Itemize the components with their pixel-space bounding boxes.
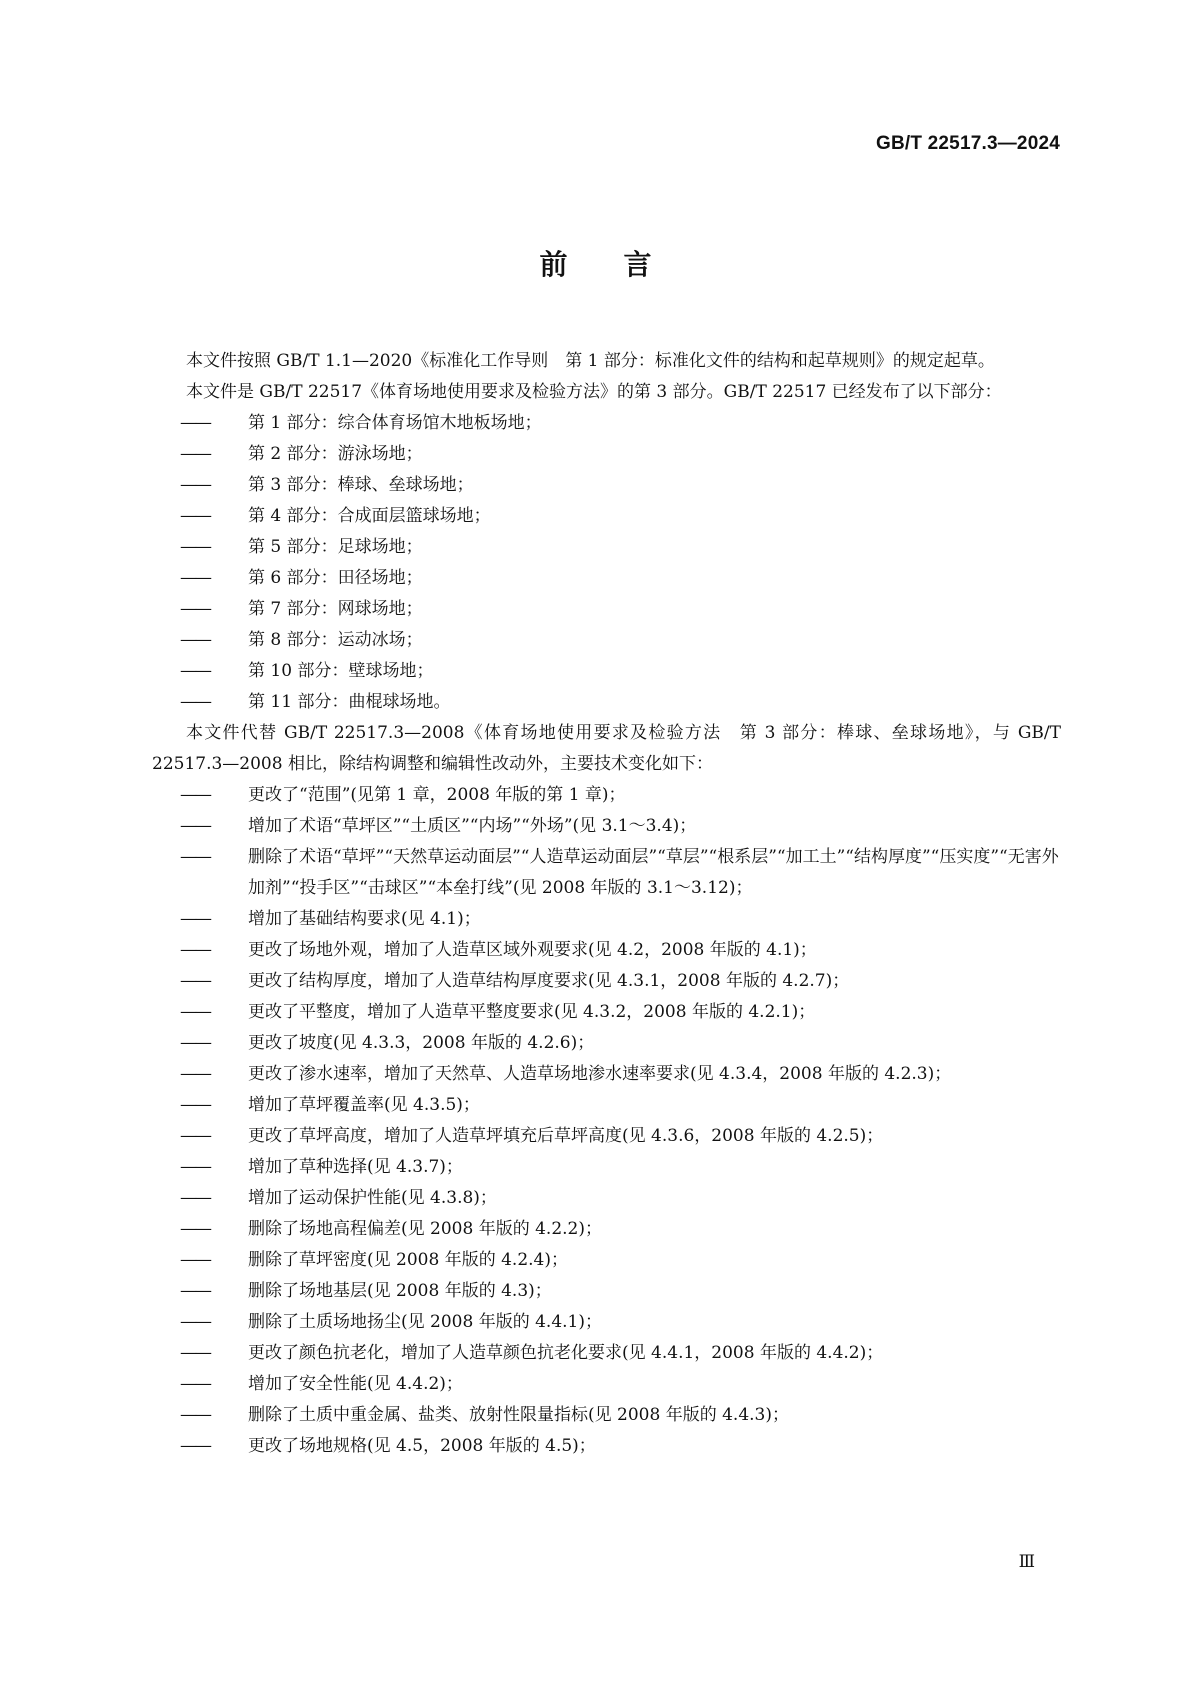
dash-marker: —— — [180, 1002, 210, 1022]
list-item: —— 第 7 部分：网球场地； — [186, 594, 1061, 625]
changes-list — [152, 780, 1061, 1462]
parts-list — [152, 408, 1061, 718]
dash-marker: —— — [180, 1126, 210, 1146]
list-item: —— 第 11 部分：曲棍球场地。 — [186, 687, 1061, 718]
standard-code: GB/T 22517.3—2024 — [875, 133, 1060, 154]
dash-marker: —— — [180, 1095, 210, 1115]
dash-marker: —— — [180, 506, 210, 526]
list-item: —— 增加了草坪覆盖率(见 4.3.5)； — [186, 1090, 1061, 1121]
dash-marker: —— — [180, 475, 210, 495]
list-item: —— 第 6 部分：田径场地； — [186, 563, 1061, 594]
dash-marker: —— — [180, 1064, 210, 1084]
dash-marker: —— — [180, 568, 210, 588]
list-item: —— 更改了结构厚度，增加了人造草结构厚度要求(见 4.3.1，2008 年版的 4.2.7)； — [186, 966, 1061, 997]
dash-marker: —— — [180, 1405, 210, 1425]
list-item: —— 删除了土质中重金属、盐类、放射性限量指标(见 2008 年版的 4.4.3)； — [186, 1400, 1061, 1431]
list-item: —— 更改了颜色抗老化，增加了人造草颜色抗老化要求(见 4.4.1，2008 年版的 4.4.2)； — [186, 1338, 1061, 1369]
dash-marker: —— — [180, 1343, 210, 1363]
dash-marker: —— — [180, 1157, 210, 1177]
page-title: 前言 — [539, 248, 708, 281]
paragraph-parts-intro: 本文件是 GB/T 22517《体育场地使用要求及检验方法》的第 3 部分。GB/T 22517 已经发布了以下部分： — [186, 382, 1002, 402]
list-item: —— 第 8 部分：运动冰场； — [186, 625, 1061, 656]
list-item: —— 第 4 部分：合成面层篮球场地； — [186, 501, 1061, 532]
dash-marker: —— — [180, 537, 210, 557]
list-item: —— 更改了“范围”(见第 1 章，2008 年版的第 1 章)； — [186, 780, 1061, 811]
list-item: —— 增加了安全性能(见 4.4.2)； — [186, 1369, 1061, 1400]
dash-marker: —— — [180, 909, 210, 929]
list-item: —— 删除了场地高程偏差(见 2008 年版的 4.2.2)； — [186, 1214, 1061, 1245]
list-item: —— 增加了运动保护性能(见 4.3.8)； — [186, 1183, 1061, 1214]
paragraph-drafting-rule: 本文件按照 GB/T 1.1—2020《标准化工作导则 第 1 部分：标准化文件的结构和起草规则》的规定起草。 — [186, 351, 995, 371]
dash-marker: —— — [180, 1312, 210, 1332]
list-item: —— 更改了场地规格(见 4.5，2008 年版的 4.5)； — [186, 1431, 1061, 1462]
dash-marker: —— — [180, 630, 210, 650]
list-item: —— 更改了场地外观，增加了人造草区域外观要求(见 4.2，2008 年版的 4.1)； — [186, 935, 1061, 966]
dash-marker: —— — [180, 1250, 210, 1270]
dash-marker: —— — [180, 661, 210, 681]
list-item: —— 删除了场地基层(见 2008 年版的 4.3)； — [186, 1276, 1061, 1307]
list-item: —— 增加了术语“草坪区”“土质区”“内场”“外场”(见 3.1～3.4)； — [186, 811, 1061, 842]
list-item: —— 第 10 部分：壁球场地； — [186, 656, 1061, 687]
dash-marker: —— — [180, 1188, 210, 1208]
dash-marker: —— — [180, 971, 210, 991]
list-item: —— 删除了土质场地扬尘(见 2008 年版的 4.4.1)； — [186, 1307, 1061, 1338]
list-item: —— 删除了草坪密度(见 2008 年版的 4.2.4)； — [186, 1245, 1061, 1276]
dash-marker: —— — [180, 1281, 210, 1301]
paragraph-replacement: 本文件代替 GB/T 22517.3—2008《体育场地使用要求及检验方法 第 3 部分：棒球、垒球场地》，与 GB/T 22517.3—2008 相比，除结构调整和编辑性改动外，主要技术变化如下： — [152, 723, 1061, 774]
dash-marker: —— — [180, 847, 210, 867]
list-item: —— 第 3 部分：棒球、垒球场地； — [186, 470, 1061, 501]
page-number: Ⅲ — [1018, 1552, 1035, 1572]
dash-marker: —— — [180, 599, 210, 619]
dash-marker: —— — [180, 413, 210, 433]
list-item: —— 第 2 部分：游泳场地； — [186, 439, 1061, 470]
list-item: —— 更改了平整度，增加了人造草平整度要求(见 4.3.2，2008 年版的 4.2.1)； — [186, 997, 1061, 1028]
dash-marker: —— — [180, 444, 210, 464]
dash-marker: —— — [180, 1374, 210, 1394]
dash-marker: —— — [180, 1219, 210, 1239]
list-item: —— 增加了草种选择(见 4.3.7)； — [186, 1152, 1061, 1183]
list-item: —— 更改了坡度(见 4.3.3，2008 年版的 4.2.6)； — [186, 1028, 1061, 1059]
list-item: —— 第 1 部分：综合体育场馆木地板场地； — [186, 408, 1061, 439]
dash-marker: —— — [180, 940, 210, 960]
dash-marker: —— — [180, 1436, 210, 1456]
list-item: —— 第 5 部分：足球场地； — [186, 532, 1061, 563]
dash-marker: —— — [180, 816, 210, 836]
dash-marker: —— — [180, 692, 210, 712]
dash-marker: —— — [180, 785, 210, 805]
dash-marker: —— — [180, 1033, 210, 1053]
document-body — [152, 346, 1061, 1462]
list-item: —— 删除了术语“草坪”“天然草运动面层”“人造草运动面层”“草层”“根系层”“加工土”“结构厚度”“压实度”“无害外加剂”“投手区”“击球区”“本垒打线”(见 2008 年版的 3.1～3.12)； — [186, 842, 1061, 904]
list-item: —— 增加了基础结构要求(见 4.1)； — [186, 904, 1061, 935]
list-item: —— 更改了渗水速率，增加了天然草、人造草场地渗水速率要求(见 4.3.4，2008 年版的 4.2.3)； — [186, 1059, 1061, 1090]
list-item: —— 更改了草坪高度，增加了人造草坪填充后草坪高度(见 4.3.6，2008 年版的 4.2.5)； — [186, 1121, 1061, 1152]
